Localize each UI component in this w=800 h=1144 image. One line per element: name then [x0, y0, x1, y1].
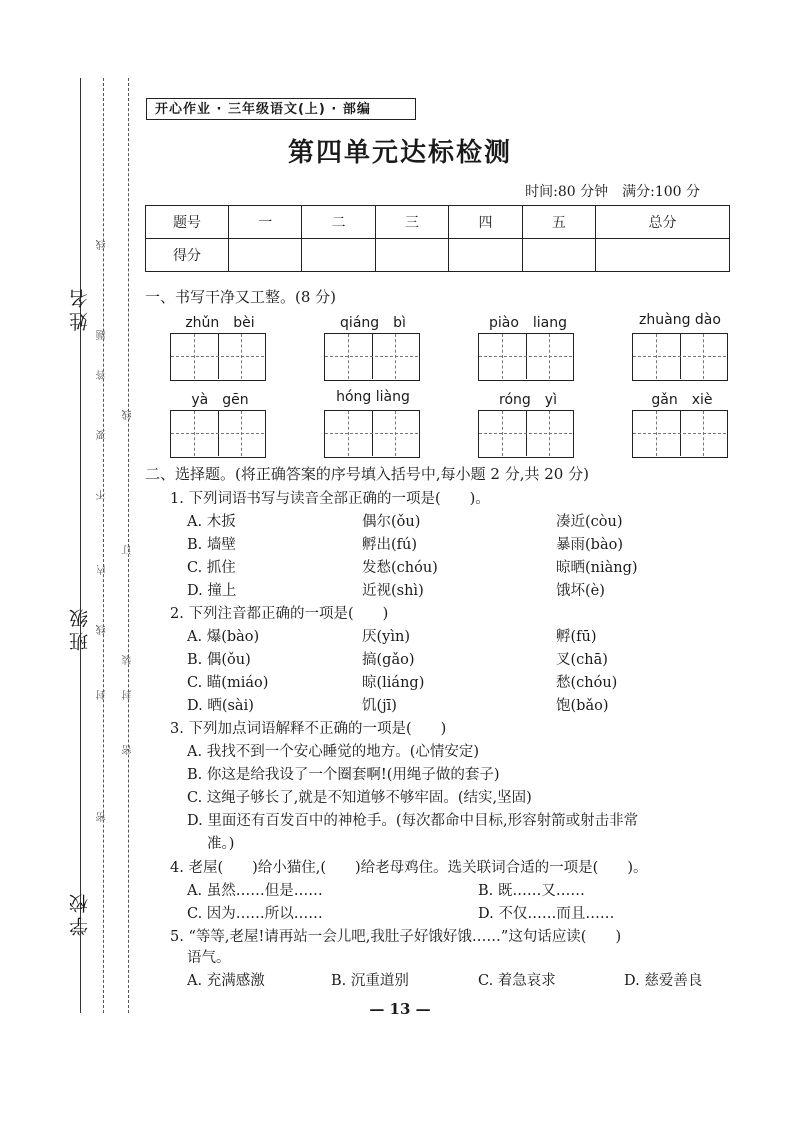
q1-option: 近视(shì): [362, 583, 424, 599]
score-table: [145, 205, 730, 272]
q3-option-b: B. 你这是给我设了一个圈套啊!(用绳子做的套子): [187, 767, 500, 783]
q2-option: 搞(gǎo): [362, 652, 415, 668]
binding-char: 线: [123, 410, 134, 420]
q1-option: B. 墙壁: [187, 537, 236, 553]
score-header-row: [146, 206, 730, 239]
pinyin-label: zhǔn bèi: [185, 315, 255, 331]
binding-char: 装: [123, 655, 134, 665]
binding-char: 线: [97, 625, 108, 635]
pinyin-label: hóng liàng: [336, 389, 410, 405]
score-header-cell: 四: [449, 206, 522, 239]
q2-option: D. 晒(sài): [187, 698, 254, 714]
q1-option: 孵出(fú): [362, 537, 418, 553]
binding-line-outer: [80, 78, 81, 1013]
binding-char: 题: [97, 330, 108, 340]
score-header-cell: 五: [522, 206, 595, 239]
q1-option: A. 木扳: [187, 514, 236, 530]
question-3-stem: 3. 下列加点词语解释不正确的一项是( ): [170, 721, 447, 737]
pinyin-label: qiáng bì: [340, 315, 406, 331]
writing-grid[interactable]: [478, 410, 574, 458]
writing-grid[interactable]: [632, 333, 728, 381]
q5-option-a: A. 充满感激: [187, 973, 265, 989]
binding-char: 不: [97, 490, 108, 500]
series-header: 开心作业 · 三年级语文(上) · 部编: [146, 98, 416, 120]
score-header-cell: 一: [229, 206, 302, 239]
q1-option: 饿坏(è): [556, 583, 605, 599]
q2-option: 孵(fū): [556, 629, 597, 645]
q4-option-c: C. 因为……所以……: [187, 906, 323, 922]
q2-option: 厌(yìn): [362, 629, 410, 645]
binding-char: 内: [97, 565, 108, 575]
pinyin-label: yà gēn: [191, 392, 249, 408]
writing-grid[interactable]: [632, 410, 728, 458]
score-cell[interactable]: [596, 239, 730, 272]
q4-option-d: D. 不仅……而且……: [478, 906, 615, 922]
section2-title: 二、选择题。(将正确答案的序号填入括号中,每小题 2 分,共 20 分): [145, 465, 589, 483]
q5-option-c: C. 着急哀求: [478, 973, 556, 989]
q2-option: A. 爆(bào): [187, 629, 260, 645]
score-header-cell: 二: [302, 206, 375, 239]
score-header-cell: 三: [375, 206, 448, 239]
q2-option: 饱(bǎo): [556, 698, 609, 714]
pinyin-label: gǎn xiè: [651, 392, 713, 408]
q3-option-d: D. 里面还有百发百中的神枪手。(每次都命中目标,形容射箭或射击非常: [187, 813, 639, 829]
page-number: — 13 —: [369, 1000, 431, 1018]
writing-grid[interactable]: [170, 333, 266, 381]
q5-option-b: B. 沉重道别: [331, 973, 409, 989]
question-5-stem-cont: 语气。: [187, 950, 231, 966]
q1-option: 晾晒(niàng): [556, 560, 638, 576]
q2-option: B. 偶(ǒu): [187, 652, 251, 668]
binding-char: 要: [97, 430, 108, 440]
q1-option: 凑近(còu): [556, 514, 623, 530]
score-header-cell: 总分: [596, 206, 730, 239]
question-4-stem: 4. 老屋( )给小猫住,( )给老母鸡住。选关联词合适的一项是( )。: [170, 860, 648, 876]
q3-option-a: A. 我找不到一个安心睡觉的地方。(心情安定): [187, 744, 480, 760]
q1-option: 偶尔(ǒu): [362, 514, 421, 530]
q4-option-b: B. 既……又……: [478, 883, 585, 899]
binding-char: 封: [123, 690, 134, 700]
page-title: 第四单元达标检测: [287, 138, 512, 168]
exam-meta: 时间:80 分钟 满分:100 分: [525, 184, 700, 200]
binding-char: 封: [97, 690, 108, 700]
binding-char: 线: [97, 240, 108, 250]
q2-option: 晾(liáng): [362, 675, 425, 691]
q2-option: C. 瞄(miáo): [187, 675, 269, 691]
class-label: 班级: [69, 605, 91, 651]
q1-option: C. 抓住: [187, 560, 236, 576]
school-label: 学校: [69, 890, 91, 936]
binding-char: 密: [123, 745, 134, 755]
pinyin-label: zhuàng dào: [639, 312, 721, 328]
q3-option-c: C. 这绳子够长了,就是不知道够不够牢固。(结实,坚固): [187, 790, 532, 806]
q2-option: 饥(jī): [362, 698, 397, 714]
score-cell[interactable]: [449, 239, 522, 272]
score-value-row: [146, 239, 730, 272]
score-cell[interactable]: [302, 239, 375, 272]
binding-char: 答: [97, 370, 108, 380]
question-2-stem: 2. 下列注音都正确的一项是( ): [170, 606, 389, 622]
q3-option-d-cont: 准。): [207, 836, 235, 852]
score-cell[interactable]: [229, 239, 302, 272]
score-header-cell: 题号: [146, 206, 229, 239]
question-5-stem: 5. “等等,老屋!请再站一会儿吧,我肚子好饿好饿……”这句话应读( ): [170, 929, 622, 945]
q1-option: 暴雨(bào): [556, 537, 623, 553]
pinyin-label: róng yì: [499, 392, 557, 408]
binding-char: 订: [123, 545, 134, 555]
q1-option: 发愁(chóu): [362, 560, 438, 576]
writing-grid[interactable]: [324, 410, 420, 458]
q1-option: D. 撞上: [187, 583, 237, 599]
q5-option-d: D. 慈爱善良: [624, 973, 703, 989]
score-row-label: 得分: [146, 239, 229, 272]
question-1-stem: 1. 下列词语书写与读音全部正确的一项是( )。: [170, 491, 490, 507]
writing-grid[interactable]: [170, 410, 266, 458]
writing-grid[interactable]: [324, 333, 420, 381]
binding-char: 密: [97, 812, 108, 822]
section1-title: 一、书写干净又工整。(8 分): [145, 288, 337, 306]
pinyin-label: piào liang: [488, 315, 568, 331]
q2-option: 叉(chā): [556, 652, 608, 668]
score-cell[interactable]: [522, 239, 595, 272]
name-label: 姓名: [69, 285, 91, 331]
q4-option-a: A. 虽然……但是……: [187, 883, 323, 899]
q2-option: 愁(chóu): [556, 675, 618, 691]
binding-dash-1: [103, 78, 104, 1013]
writing-grid[interactable]: [478, 333, 574, 381]
score-cell[interactable]: [375, 239, 448, 272]
